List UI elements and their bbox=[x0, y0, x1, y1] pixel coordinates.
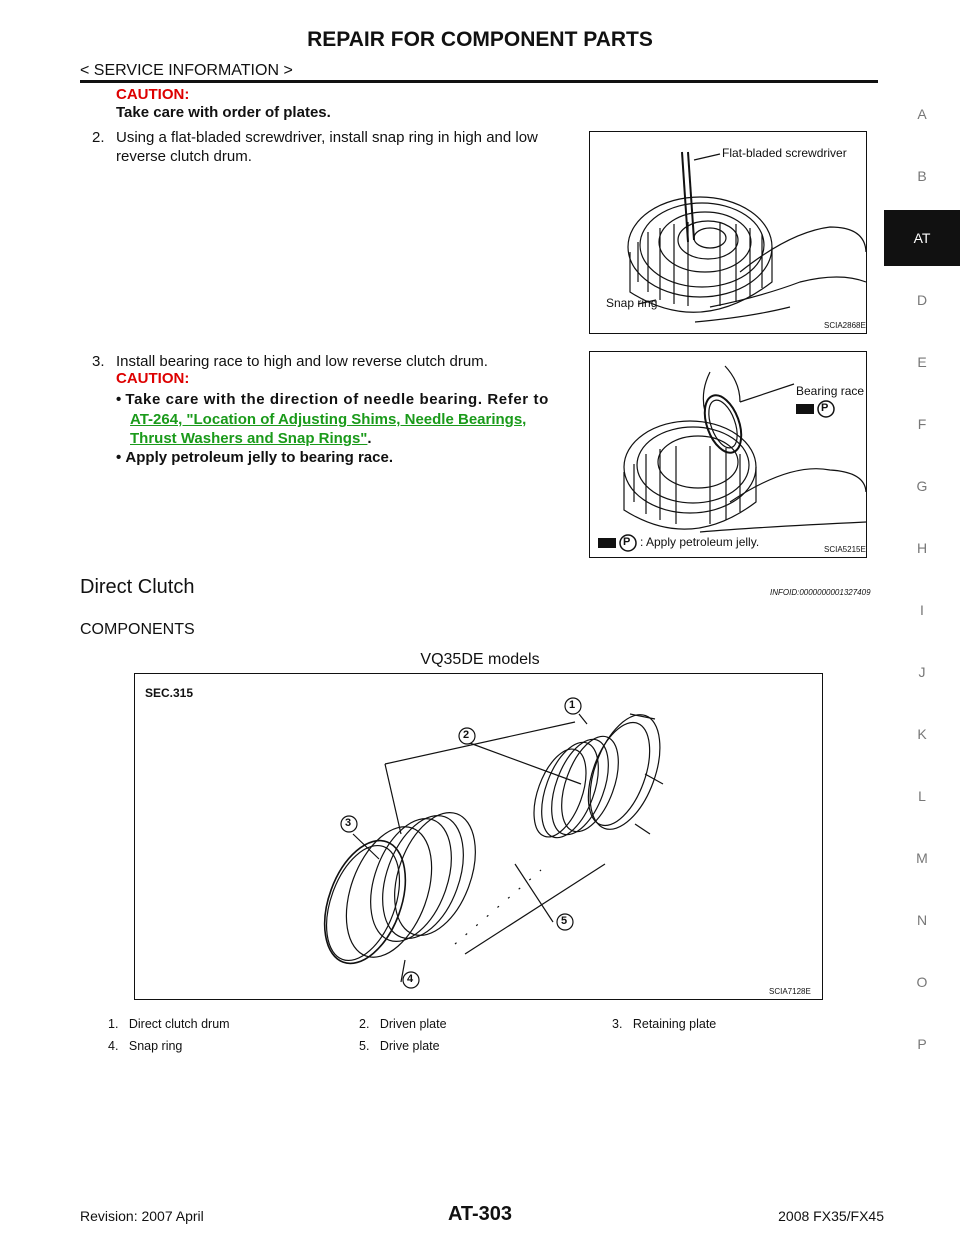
side-tab-f[interactable]: F bbox=[917, 416, 927, 432]
step3-caution-label: CAUTION: bbox=[116, 370, 190, 387]
step2-text-line1: Using a flat-bladed screwdriver, install snap ring in high and low bbox=[116, 129, 538, 146]
info-id: INFOID:0000000001327409 bbox=[770, 588, 871, 597]
bearing-race-illustration bbox=[590, 352, 866, 557]
bullet-dot: • bbox=[116, 391, 126, 408]
callout-3: 3 bbox=[345, 817, 352, 829]
side-tab-a[interactable]: A bbox=[917, 106, 927, 122]
step3-bullet1 bbox=[116, 391, 582, 408]
footer-model: 2008 FX35/FX45 bbox=[778, 1208, 884, 1224]
side-tab-o[interactable]: O bbox=[916, 974, 928, 990]
legend-item-5: 5. Drive plate bbox=[359, 1039, 440, 1053]
bullet1-prefix: Take care with the direction of needle bearing. Refer to bbox=[125, 391, 549, 408]
step3-number: 3. bbox=[92, 353, 105, 370]
figure-direct-clutch-exploded bbox=[134, 673, 823, 1000]
figure-legend-text: : Apply petroleum jelly. bbox=[640, 535, 760, 549]
step3-text: Install bearing race to high and low reverse clutch drum. bbox=[116, 353, 488, 370]
side-tab-l[interactable]: L bbox=[918, 788, 926, 804]
step1-caution-label: CAUTION: bbox=[116, 86, 190, 103]
step2-text bbox=[116, 128, 582, 166]
figure-label-snap-ring: Snap ring bbox=[606, 296, 658, 310]
callout-4: 4 bbox=[407, 973, 414, 985]
legend-item-1: 1. Direct clutch drum bbox=[108, 1017, 230, 1031]
legend-item-4: 4. Snap ring bbox=[108, 1039, 183, 1053]
callout-5: 5 bbox=[561, 915, 568, 927]
step2-text-line2: reverse clutch drum. bbox=[116, 148, 252, 165]
step3-bullet2 bbox=[116, 449, 393, 466]
reference-link-line2[interactable]: Thrust Washers and Snap Rings" bbox=[130, 430, 368, 447]
section-breadcrumb: < SERVICE INFORMATION > bbox=[80, 62, 293, 79]
legend-item-2: 2. Driven plate bbox=[359, 1017, 447, 1031]
figure-label-screwdriver: Flat-bladed screwdriver bbox=[722, 146, 847, 160]
page-title: REPAIR FOR COMPONENT PARTS bbox=[307, 28, 653, 51]
side-tab-d[interactable]: D bbox=[916, 292, 928, 308]
step3-link-line2[interactable] bbox=[130, 430, 372, 448]
subheading-components: COMPONENTS bbox=[80, 621, 195, 638]
callout-2: 2 bbox=[463, 729, 470, 741]
bullet2-text: Apply petroleum jelly to bearing race. bbox=[125, 449, 393, 466]
side-tab-i[interactable]: I bbox=[920, 602, 924, 618]
link-suffix: . bbox=[367, 430, 372, 447]
side-tab-at[interactable]: AT bbox=[884, 210, 960, 266]
sec-label: SEC.315 bbox=[145, 686, 194, 700]
page-number: AT-303 bbox=[447, 1203, 513, 1225]
step2-number: 2. bbox=[92, 129, 105, 146]
side-tab-n[interactable]: N bbox=[916, 912, 928, 928]
side-tab-k[interactable]: K bbox=[917, 726, 927, 742]
figure-label-bearing-race: Bearing race bbox=[796, 384, 865, 398]
figure-snap-ring-install bbox=[589, 131, 867, 334]
callout-1: 1 bbox=[569, 699, 576, 711]
side-tab-p[interactable]: P bbox=[917, 1036, 927, 1052]
model-caption: VQ35DE models bbox=[420, 651, 540, 668]
bullet-dot: • bbox=[116, 449, 126, 466]
side-tab-h[interactable]: H bbox=[916, 540, 928, 556]
footer-revision: Revision: 2007 April bbox=[80, 1208, 204, 1224]
figure-code: SCIA5215E bbox=[824, 545, 866, 554]
side-tab-e[interactable]: E bbox=[917, 354, 927, 370]
legend-item-3: 3. Retaining plate bbox=[612, 1017, 717, 1031]
petroleum-jelly-icon: P bbox=[821, 402, 829, 414]
exploded-view-illustration bbox=[135, 674, 822, 999]
side-tab-b[interactable]: B bbox=[917, 168, 927, 184]
figure-code: SCIA2868E bbox=[824, 321, 866, 330]
figure-code: SCIA7128E bbox=[769, 987, 811, 996]
step1-caution-text: Take care with order of plates. bbox=[116, 104, 331, 121]
step3-link-line1[interactable] bbox=[130, 411, 526, 429]
side-tab-g[interactable]: G bbox=[916, 478, 928, 494]
side-tab-j[interactable]: J bbox=[918, 664, 926, 680]
reference-link-line1[interactable]: AT-264, "Location of Adjusting Shims, Needle Bearings, bbox=[130, 411, 527, 428]
figure-bearing-race bbox=[589, 351, 867, 558]
header-rule bbox=[80, 80, 878, 83]
legend-jelly-icon: P bbox=[623, 536, 631, 548]
side-tab-m[interactable]: M bbox=[916, 850, 928, 866]
section-title: Direct Clutch bbox=[80, 576, 195, 598]
